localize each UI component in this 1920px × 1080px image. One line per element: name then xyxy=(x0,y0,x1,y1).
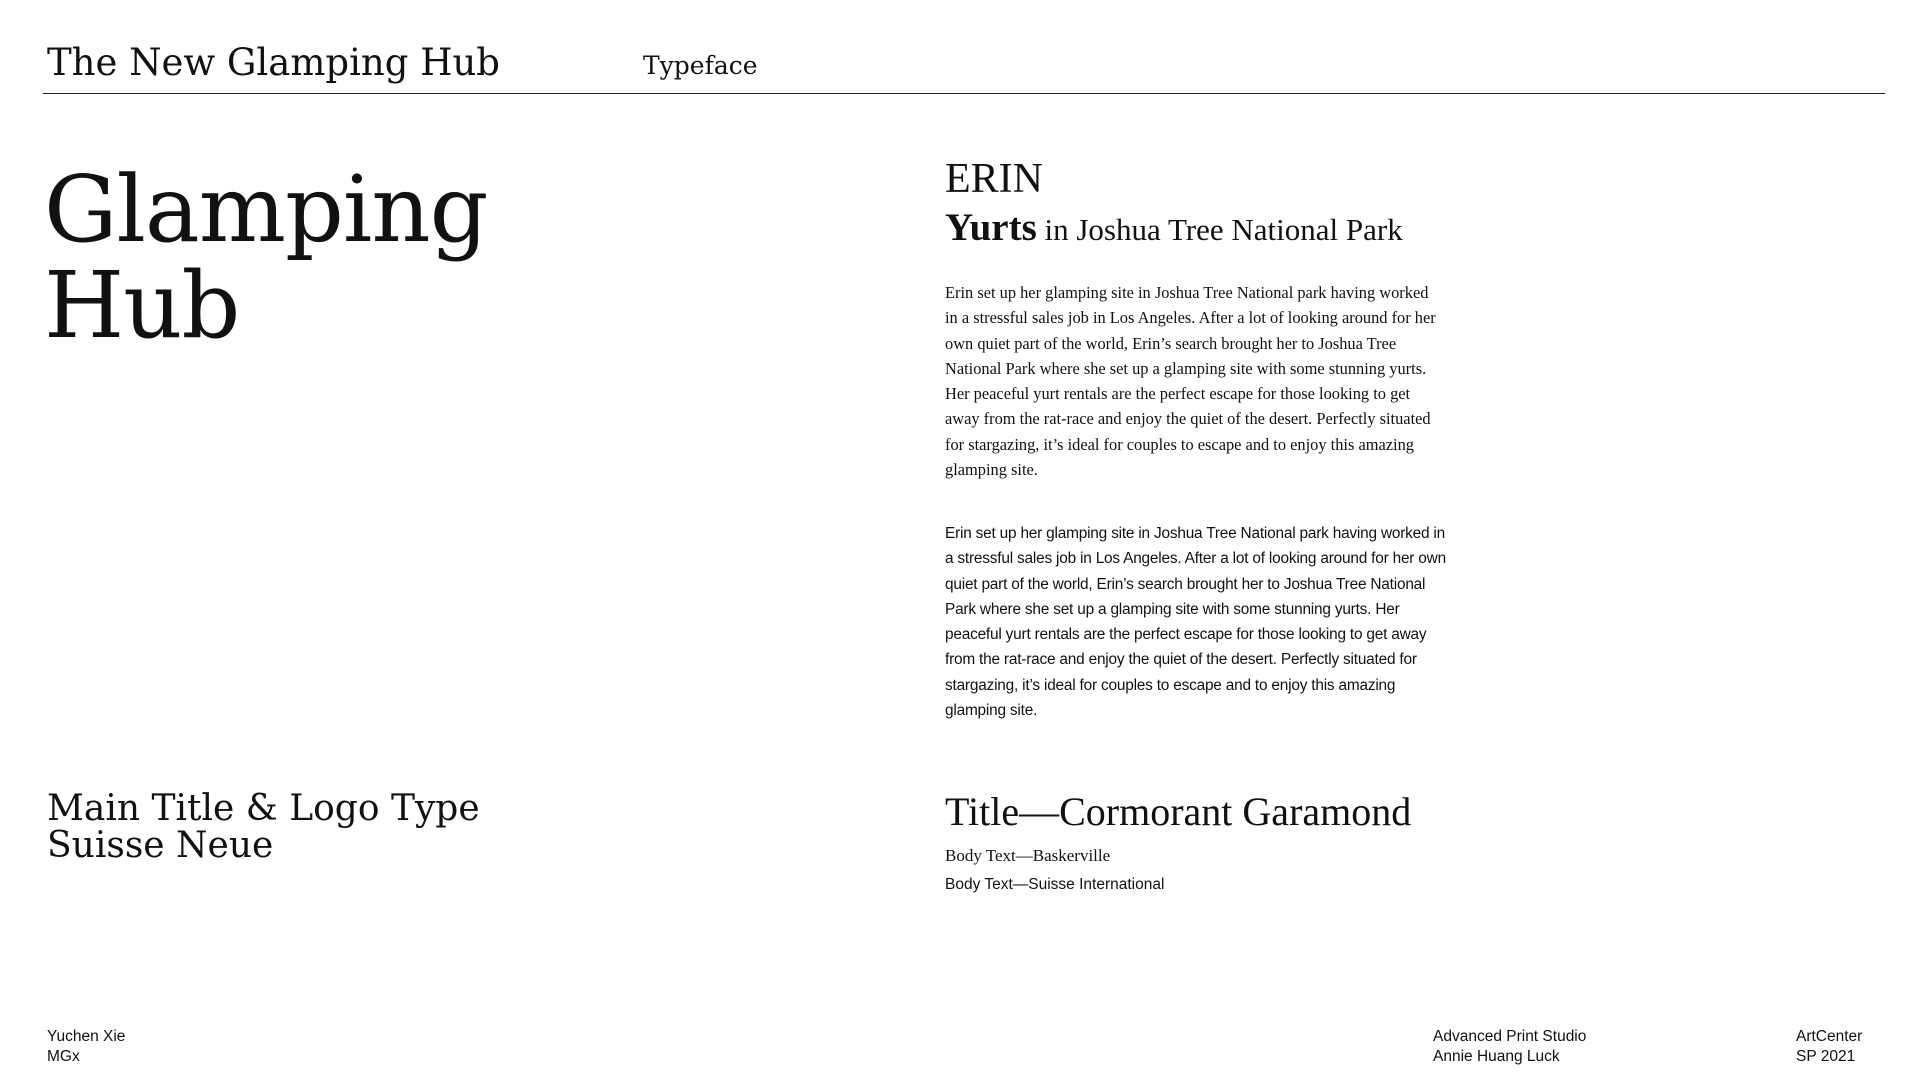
footer-course xyxy=(1433,1027,1586,1066)
main-title-label-line-1: Main Title & Logo Type xyxy=(47,788,480,829)
footer-school xyxy=(1796,1027,1862,1066)
specimen-name: ERIN xyxy=(945,156,1043,202)
specimen-subtitle xyxy=(945,204,1403,260)
header-divider xyxy=(43,93,1885,94)
body-sans-font-label: Body Text—Suisse International xyxy=(945,876,1165,893)
body-paragraph-sans: Erin set up her glamping site in Joshua Tree National park having worked in a stressful sales job in Los Angeles. After a lot of looking around for her own quiet part of the world, Erin’s search brought her to Joshua Tree National Park where she set up a glamping site with some stunning yurts. Her peaceful yurt rentals are the perfect escape for those looking to get away from the rat-race and enjoy the quiet of the desert. Perfectly situated for stargazing, it’s ideal for couples to escape and to enjoy this amazing glamping site. xyxy=(945,525,1446,720)
footer-author xyxy=(47,1027,125,1066)
main-title-font-label xyxy=(47,790,480,864)
main-title-label-line-2: Suisse Neue xyxy=(47,825,274,866)
body-paragraph-serif: Erin set up her glamping site in Joshua Tree National park having worked in a stressful sales job in Los Angeles. After a lot of looking around for her own quiet part of the world, Erin’s search brought her to Joshua Tree National Park where she set up a glamping site with some stunning yurts. Her peaceful yurt rentals are the perfect escape for those looking to get away from the rat-race and enjoy the quiet of the desert. Perfectly situated for stargazing, it’s ideal for couples to escape and to enjoy this amazing glamping site. xyxy=(945,283,1436,480)
body-serif-font-label: Body Text—Baskerville xyxy=(945,846,1111,865)
specimen-subtitle-strong: Yurts xyxy=(945,206,1037,249)
section-label: Typeface xyxy=(643,51,758,80)
logo-type-line-2: Hub xyxy=(44,252,240,359)
footer-author-program: MGx xyxy=(47,1047,80,1065)
title-font-label: Title—Cormorant Garamond xyxy=(945,789,1412,834)
footer-author-name: Yuchen Xie xyxy=(47,1028,126,1045)
page-title: The New Glamping Hub xyxy=(47,41,500,84)
specimen-subtitle-rest: in Joshua Tree National Park xyxy=(1036,212,1403,247)
footer-school-name: ArtCenter xyxy=(1796,1028,1863,1045)
logo-type-line-1: Glamping xyxy=(44,156,488,263)
footer-instructor: Annie Huang Luck xyxy=(1433,1047,1560,1065)
footer-course-name: Advanced Print Studio xyxy=(1433,1028,1587,1045)
footer-term: SP 2021 xyxy=(1796,1047,1856,1065)
logo-type-specimen xyxy=(44,156,488,359)
